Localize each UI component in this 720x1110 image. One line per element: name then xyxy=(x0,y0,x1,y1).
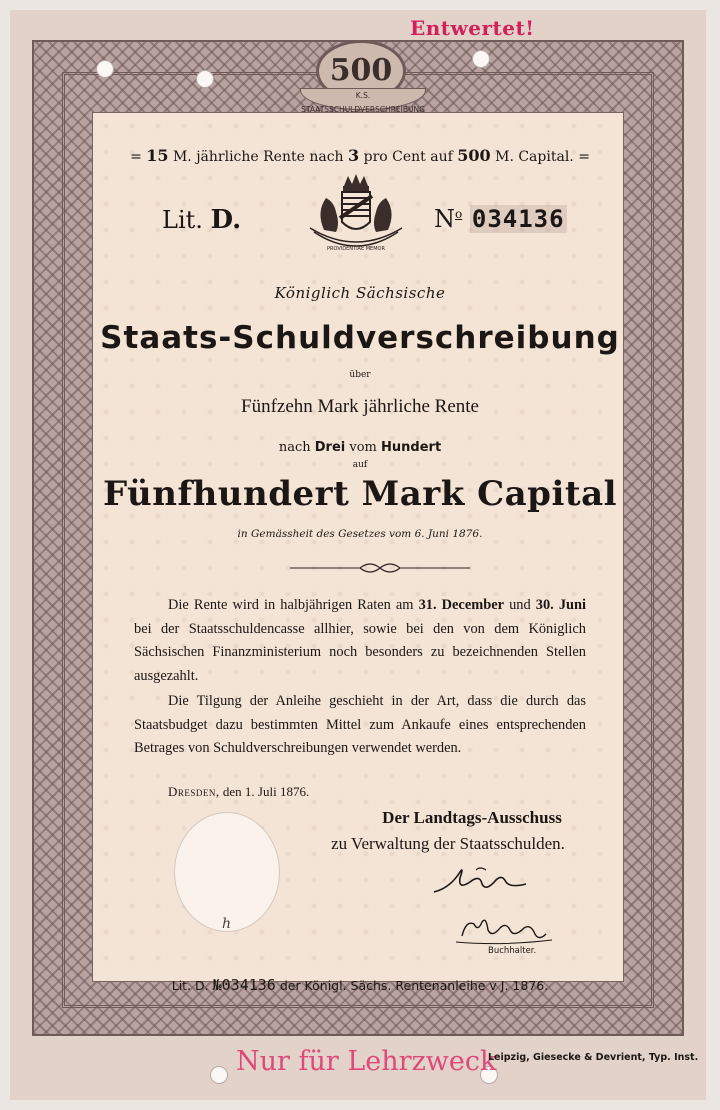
rente-prefix: = xyxy=(130,149,147,165)
punch-hole xyxy=(210,1066,228,1084)
medallion-ribbon: K.S. STAATSSCHULDVERSCHREIBUNG xyxy=(300,88,426,110)
number-label: N xyxy=(434,205,455,233)
heading-nach xyxy=(0,440,720,455)
vom-word: vom xyxy=(349,440,377,455)
coupon-line xyxy=(0,976,720,994)
paragraph-payment xyxy=(134,594,586,688)
crest-motto: PROVIDENTIAE MEMOR xyxy=(327,246,385,252)
paragraph-text: bei der Staatsschuldencasse allhier, sowie bei den von dem Königlich Sächsischen Finanzministerium noch besonders zu bezeichnenden Stellen ausgezahlt. xyxy=(134,620,586,684)
rente-amount: 15 xyxy=(146,146,169,165)
embossed-seal xyxy=(174,812,280,932)
rente-text: pro Cent auf xyxy=(359,149,458,165)
punch-hole xyxy=(96,60,114,78)
place-date-text: den 1. Juli 1876. xyxy=(219,784,310,799)
coupon-number: 034136 xyxy=(221,976,276,994)
paragraph-redemption: Die Tilgung der Anleihe geschieht in der Art, dass die durch das Staatsbudget dazu bestimmten Mittel zum Ankaufe eines entsprechenden Betrages von Schuldverschreibungen verwendet werden. xyxy=(134,693,586,757)
punch-hole xyxy=(196,70,214,88)
signature-buchhalter xyxy=(452,914,562,948)
place-city: Dresden, xyxy=(168,784,220,799)
paragraph-text: und xyxy=(503,597,536,613)
page-title: Staats-Schuldverschreibung xyxy=(100,320,620,356)
heading-ueber: über xyxy=(349,370,371,380)
buchhalter-label: Buchhalter. xyxy=(488,946,537,956)
number-value: 034136 xyxy=(471,205,565,233)
nach-word: nach xyxy=(278,440,311,455)
committee-title: Der Landtags-Ausschuss xyxy=(382,808,562,827)
teaching-stamp: Nur für Lehrzweck xyxy=(236,1046,497,1077)
committee-subtitle: zu Verwaltung der Staatsschulden. xyxy=(331,834,565,853)
denomination-value: 500 xyxy=(329,53,393,88)
handwritten-initial: h xyxy=(222,916,232,932)
lit-letter: D. xyxy=(210,205,242,235)
coupon-text: der Königl. Sächs. Rentenanleihe v J. 1876. xyxy=(275,978,549,993)
signature-committee xyxy=(430,862,560,898)
drei-word: Drei xyxy=(314,440,346,455)
lit-label xyxy=(162,205,241,235)
rente-text: M. Capital. = xyxy=(490,149,590,165)
rente-capital: 500 xyxy=(457,146,491,165)
divider-ornament-icon xyxy=(290,558,470,578)
heading-koeniglich: Königlich Sächsische xyxy=(274,284,446,302)
serial-number xyxy=(434,205,567,233)
coat-of-arms-icon xyxy=(296,172,416,262)
paragraph-text: Die Rente wird in halbjährigen Raten am xyxy=(168,597,419,613)
lit-prefix: Lit. xyxy=(162,206,203,234)
coupon-lit: Lit. D. xyxy=(171,978,209,993)
heading-gemaess: in Gemässheit des Gesetzes vom 6. Juni 1876. xyxy=(237,528,483,540)
date-june: 30. Juni xyxy=(535,597,587,613)
heading-fuenfzehn: Fünfzehn Mark jährliche Rente xyxy=(241,396,479,417)
punch-hole xyxy=(472,50,490,68)
rente-line xyxy=(0,146,720,165)
rente-rate: 3 xyxy=(348,146,360,165)
rente-text: M. jährliche Rente nach xyxy=(168,149,349,165)
number-sup: o xyxy=(455,207,463,221)
heading-auf: auf xyxy=(352,460,368,470)
hundert-word: Hundert xyxy=(381,440,442,455)
cancelled-stamp: Entwertet! xyxy=(410,16,535,40)
place-date xyxy=(168,784,309,800)
date-december: 31. December xyxy=(418,597,504,613)
heading-capital: Fünfhundert Mark Capital xyxy=(102,474,618,514)
coupon-no-sign: № xyxy=(212,976,222,994)
printer-credit: Leipzig, Giesecke & Devrient, Typ. Inst. xyxy=(488,1052,699,1063)
